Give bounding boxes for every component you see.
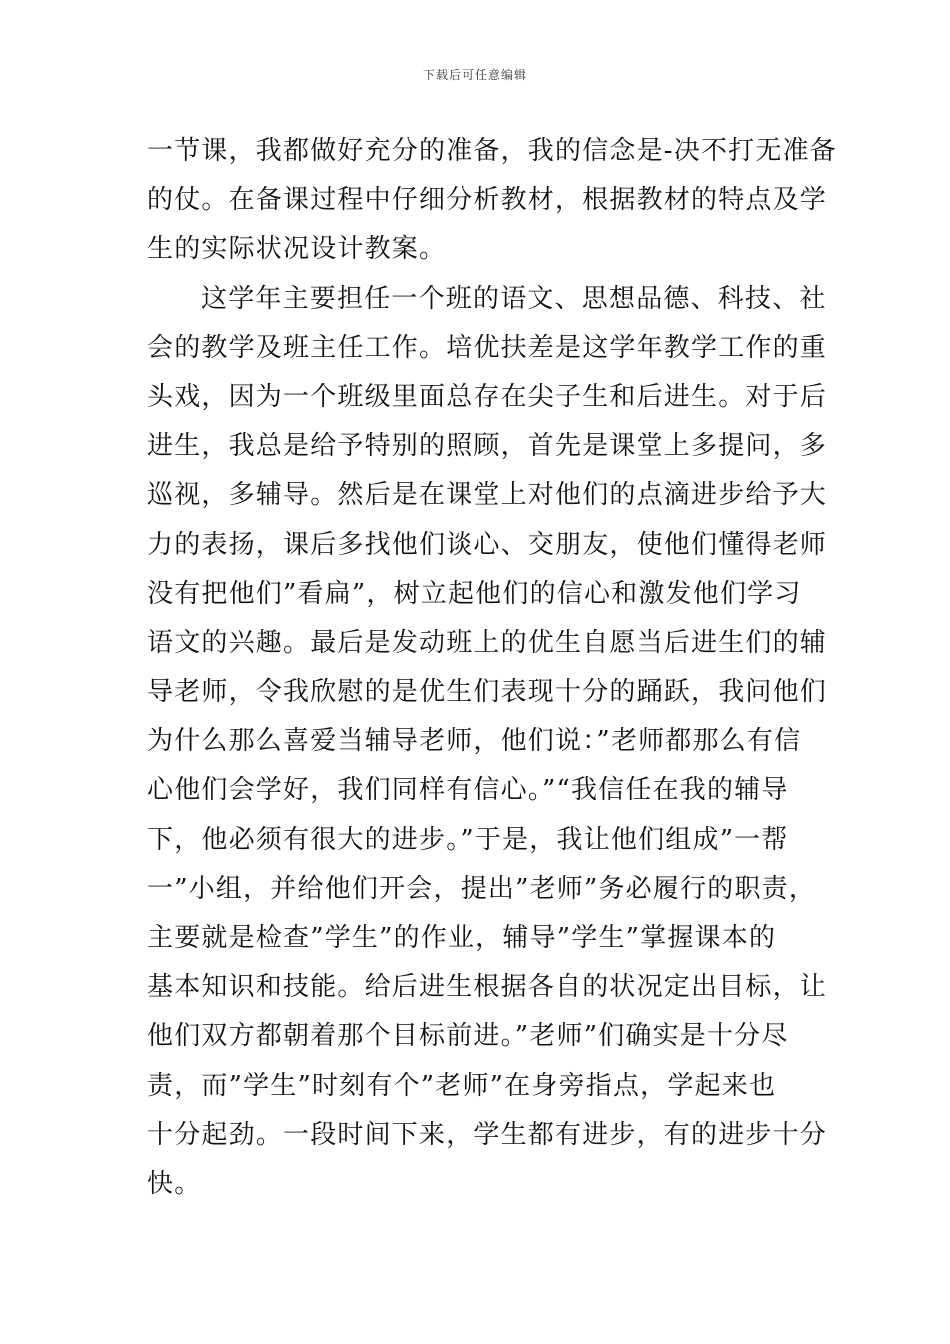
text-line: 为什么那么喜爱当辅导老师，他们说：”老师都那么有信 [147,726,802,757]
text-line: 他们双方都朝着那个目标前进。”老师”们确实是十分尽 [147,1021,789,1052]
document-body [147,127,837,1209]
page-header-note: 下载后可任意编辑 [422,68,527,82]
text-line: 心他们会学好，我们同样有信心。”“我信任在我的辅导 [147,775,789,806]
text-line: 语文的兴趣。最后是发动班上的优生自愿当后进生们的辅 [147,627,828,658]
text-line: 巡视，多辅导。然后是在课堂上对他们的点滴进步给予大 [147,480,828,511]
text-line: 没有把他们”看扁”，树立起他们的信心和激发他们学习 [147,578,802,609]
text-line-paragraph-start: 这学年主要担任一个班的语文、思想品德、科技、社 [201,283,827,314]
text-line: 生的实际状况设计教案。 [147,234,447,265]
text-line: 一”小组，并给他们开会，提出”老师”务必履行的职责， [147,873,817,904]
text-line: 进生，我总是给予特别的照顾，首先是课堂上多提问，多 [147,431,828,462]
text-line: 快。 [147,1168,202,1199]
text-line: 力的表扬，课后多找他们谈心、交朋友，使他们懂得老师 [147,529,828,560]
text-line: 十分起劲。一段时间下来，学生都有进步，有的进步十分 [147,1119,828,1150]
text-line: 责，而”学生”时刻有个”老师”在身旁指点，学起来也 [147,1070,777,1101]
text-line: 主要就是检查”学生”的作业，辅导”学生”掌握课本的 [147,923,777,953]
text-line: 下，他必须有很大的进步。”于是，我让他们组成”一帮 [147,824,789,855]
text-line: 导老师，令我欣慰的是优生们表现十分的踊跃，我问他们 [147,677,828,708]
text-line: 基本知识和技能。给后进生根据各自的状况定出目标，让 [147,972,828,1003]
text-line: 一节课，我都做好充分的准备，我的信念是-决不打无准备 [147,136,837,166]
text-line: 头戏，因为一个班级里面总存在尖子生和后进生。对于后 [147,381,828,412]
text-line: 的仗。在备课过程中仔细分析教材，根据教材的特点及学 [147,185,828,216]
text-line: 会的教学及班主任工作。培优扶差是这学年教学工作的重 [147,332,828,363]
